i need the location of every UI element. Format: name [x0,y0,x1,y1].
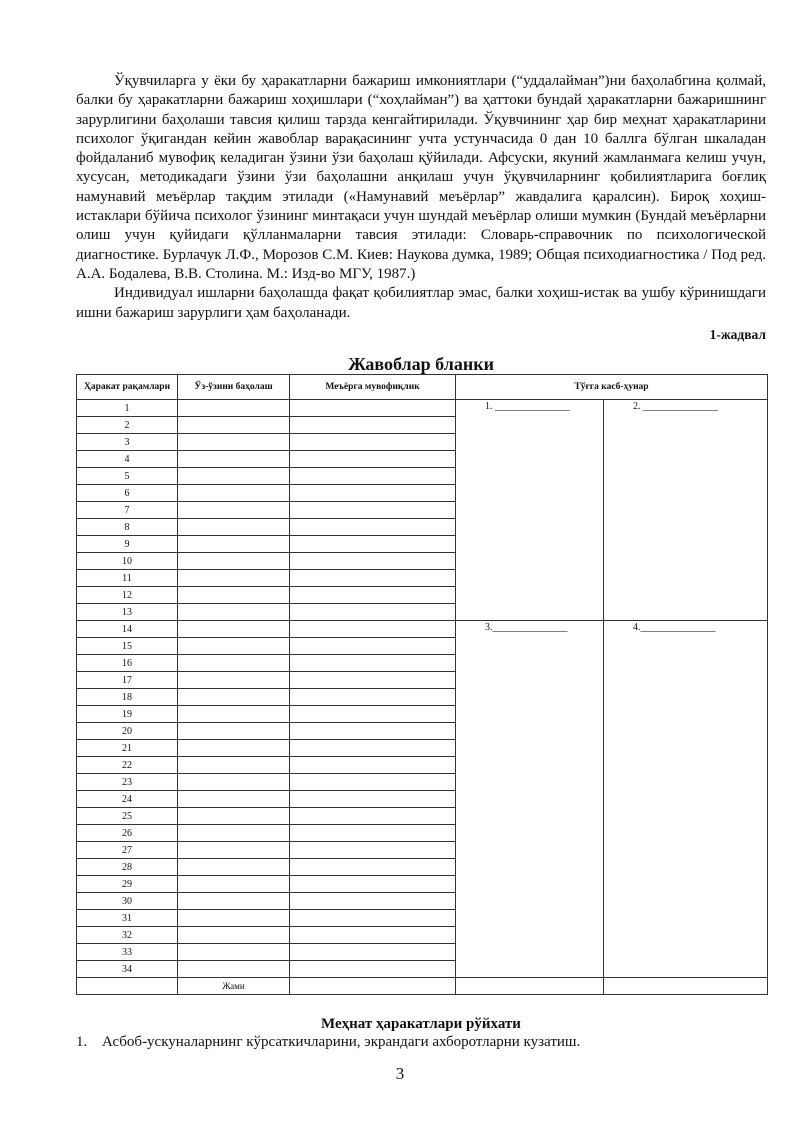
self-assessment-cell[interactable] [178,621,290,638]
self-assessment-cell[interactable] [178,689,290,706]
profession-choice-c2[interactable] [604,400,768,621]
row-number: 30 [77,893,178,910]
row-number: 13 [77,604,178,621]
row-number: 2 [77,417,178,434]
norm-match-cell[interactable] [290,400,456,417]
total-row [77,978,768,995]
row-number: 33 [77,944,178,961]
self-assessment-cell[interactable] [178,638,290,655]
row-number: 25 [77,808,178,825]
profession-choice-c3[interactable] [456,621,604,978]
self-assessment-cell[interactable] [178,791,290,808]
self-assessment-cell[interactable] [178,859,290,876]
row-number: 8 [77,519,178,536]
self-assessment-cell[interactable] [178,451,290,468]
self-assessment-cell[interactable] [178,723,290,740]
self-assessment-cell[interactable] [178,808,290,825]
self-assessment-cell[interactable] [178,502,290,519]
row-number: 7 [77,502,178,519]
profession-choice-c1[interactable] [456,400,604,621]
row-number: 26 [77,825,178,842]
self-assessment-cell[interactable] [178,774,290,791]
row-number: 24 [77,791,178,808]
table-body [77,400,768,995]
paragraph-1: Ўқувчиларга у ёки бу ҳаракатларни бажариш имкониятлари (“уддалайман”)ни баҳолабгина қолмай, балки бу ҳаракатларни бажариш хоҳишлари (“хоҳлайман”) ва ҳаттоки бундай ҳаракатларни бажаришнинг зарурлигини баҳолаши тавсия қилиш тарзда кенгайтирилади. Ўқувчининг ҳар бир меҳнат ҳаракатларини психолог ўқигандан кейин жавоблар варақасининг учта устунчасида 0 дан 10 баллга бўлган шкаладан фойдаланиб мувофиқ келадиган ўзини ўзи баҳолаш қўйилади. Афсуски, якуний жамланмага келиш учун, хусусан, методикадаги ўзини ўзи баҳолашни анқилаш учун ўқувчиларнинг қобилиятларига боғлиқ намунавий меъёрлар тақдим этилади («Намунавий меъёрлар” жавдалига қаралсин). Бироқ хоҳиш-истаклари бўйича психолог ўзининг минтақаси учун шундай меъёрлар олиши мумкин (Бундай меъёрларни олиш учун қуйидаги қўлланмаларни тавсия этилади: Словарь-справочник по психологической диагностике. Бурлачук Л.Ф., Морозов С.М. Киев: Наукова думка, 1989; Общая психодиагностика / Под ред. А.А. Бодалева, В.В. Столина. М.: Изд-во МГУ, 1987.) [76,73,766,282]
norm-match-cell[interactable] [290,944,456,961]
self-assessment-cell[interactable] [178,519,290,536]
self-assessment-cell[interactable] [178,842,290,859]
row-number: 28 [77,859,178,876]
self-assessment-cell[interactable] [178,876,290,893]
section-title: Меҳнат ҳаракатлари рўйхати [321,1016,521,1032]
profession-choice-line: 2. _______________ [633,401,718,412]
self-assessment-cell[interactable] [178,468,290,485]
self-assessment-cell[interactable] [178,893,290,910]
row-number: 21 [77,740,178,757]
row-number: 32 [77,927,178,944]
self-assessment-cell[interactable] [178,553,290,570]
self-assessment-cell[interactable] [178,740,290,757]
row-number: 29 [77,876,178,893]
header-norm-match: Меъёрга мувофиқлик [290,375,456,400]
norm-match-cell[interactable] [290,961,456,978]
norm-match-cell[interactable] [290,893,456,910]
norm-match-cell[interactable] [290,502,456,519]
answer-sheet-table [76,374,768,995]
row-number: 6 [77,485,178,502]
list-item-number: 1. [76,1034,88,1050]
norm-match-cell[interactable] [290,434,456,451]
header-action-number: Ҳаракат рақамлари [77,375,178,400]
norm-match-cell[interactable] [290,570,456,587]
table-row [77,400,768,417]
self-assessment-cell[interactable] [178,672,290,689]
row-number: 12 [77,587,178,604]
profession-choice-c4[interactable] [604,621,768,978]
self-assessment-cell[interactable] [178,570,290,587]
norm-match-cell[interactable] [290,859,456,876]
self-assessment-cell[interactable] [178,825,290,842]
header-right-profession: Тўғга касб-ҳунар [456,375,768,400]
self-assessment-cell[interactable] [178,485,290,502]
self-assessment-cell[interactable] [178,434,290,451]
total-cell[interactable] [604,978,768,995]
row-number: 1 [77,400,178,417]
self-assessment-cell[interactable] [178,944,290,961]
norm-match-cell[interactable] [290,740,456,757]
total-cell[interactable] [456,978,604,995]
norm-match-cell[interactable] [290,842,456,859]
row-number: 9 [77,536,178,553]
self-assessment-cell[interactable] [178,417,290,434]
norm-match-cell[interactable] [290,774,456,791]
norm-match-cell[interactable] [290,417,456,434]
total-cell[interactable] [290,978,456,995]
profession-choice-line: 4._______________ [633,622,716,633]
table-header-row [77,375,768,400]
total-label: Жами [178,978,290,995]
norm-match-cell[interactable] [290,468,456,485]
row-number: 31 [77,910,178,927]
norm-match-cell[interactable] [290,689,456,706]
norm-match-cell[interactable] [290,587,456,604]
answer-sheet-title: Жавоблар бланки [348,354,494,374]
row-number: 5 [77,468,178,485]
self-assessment-cell[interactable] [178,961,290,978]
row-number: 14 [77,621,178,638]
norm-match-cell[interactable] [290,451,456,468]
norm-match-cell[interactable] [290,621,456,638]
self-assessment-cell[interactable] [178,587,290,604]
self-assessment-cell[interactable] [178,706,290,723]
norm-match-cell[interactable] [290,757,456,774]
norm-match-cell[interactable] [290,910,456,927]
paragraph-2: Индивидуал ишларни баҳолашда фақат қобилиятлар эмас, балки хоҳиш-истак ва ушбу кўринишдаги ишни бажариш зарурлиги ҳам баҳоланади. [76,285,766,321]
norm-match-cell[interactable] [290,706,456,723]
row-number: 3 [77,434,178,451]
row-number: 4 [77,451,178,468]
page-number: 3 [395,1064,405,1083]
profession-choice-line: 3._______________ [485,622,568,633]
row-number: 17 [77,672,178,689]
self-assessment-cell[interactable] [178,655,290,672]
row-number: 34 [77,961,178,978]
self-assessment-cell[interactable] [178,604,290,621]
list-item-text: Асбоб-ускуналарнинг кўрсаткичларини, экрандаги ахборотларни кузатиш. [102,1034,581,1050]
profession-choice-line: 1. _______________ [485,401,570,412]
row-number: 16 [77,655,178,672]
norm-match-cell[interactable] [290,485,456,502]
table-label: 1-жадвал [709,326,766,342]
self-assessment-cell[interactable] [178,757,290,774]
self-assessment-cell[interactable] [178,927,290,944]
row-number: 23 [77,774,178,791]
norm-match-cell[interactable] [290,808,456,825]
norm-match-cell[interactable] [290,825,456,842]
row-number: 22 [77,757,178,774]
row-number: 18 [77,689,178,706]
row-number: 19 [77,706,178,723]
norm-match-cell[interactable] [290,536,456,553]
norm-match-cell[interactable] [290,876,456,893]
norm-match-cell[interactable] [290,723,456,740]
norm-match-cell[interactable] [290,672,456,689]
self-assessment-cell[interactable] [178,536,290,553]
norm-match-cell[interactable] [290,638,456,655]
row-number: 11 [77,570,178,587]
norm-match-cell[interactable] [290,655,456,672]
row-number: 27 [77,842,178,859]
self-assessment-cell[interactable] [178,910,290,927]
list-item [76,1033,580,1052]
norm-match-cell[interactable] [290,519,456,536]
table-row [77,621,768,638]
row-number: 10 [77,553,178,570]
total-empty-cell [77,978,178,995]
row-number: 20 [77,723,178,740]
header-self-assessment: Ўз-ўзини баҳолаш [178,375,290,400]
self-assessment-cell[interactable] [178,400,290,417]
norm-match-cell[interactable] [290,604,456,621]
norm-match-cell[interactable] [290,791,456,808]
norm-match-cell[interactable] [290,927,456,944]
row-number: 15 [77,638,178,655]
norm-match-cell[interactable] [290,553,456,570]
document-page [76,72,766,1050]
